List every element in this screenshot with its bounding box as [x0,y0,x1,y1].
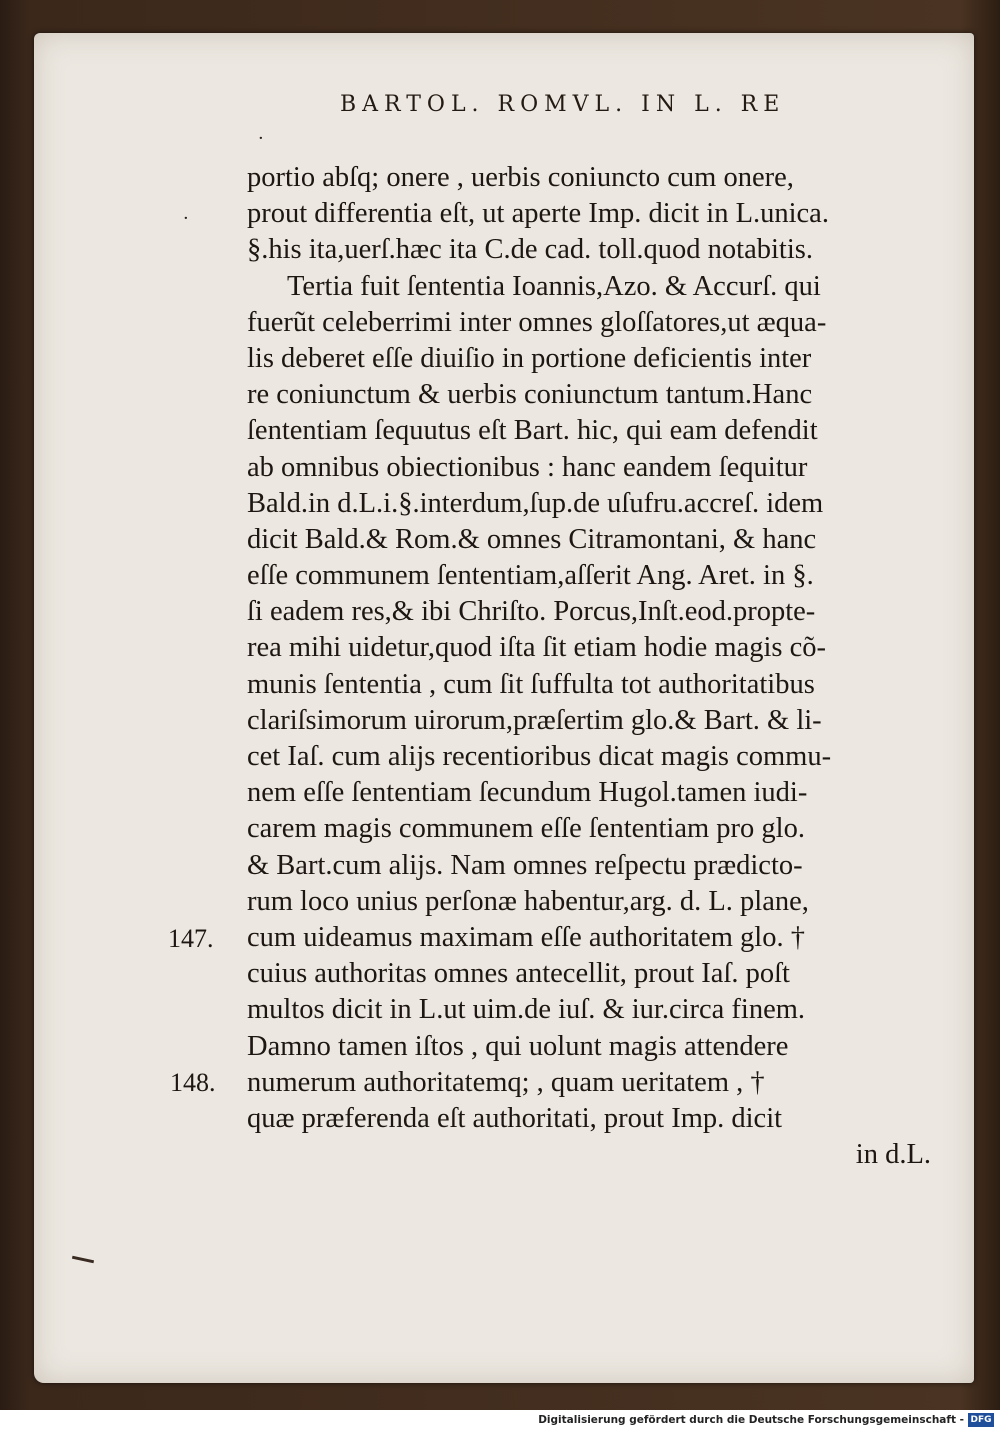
text-line: re coniunctum & uerbis coniunctum tantum.Hanc [247,379,813,411]
text-line: cet Iaſ. cum alijs recentioribus dicat magis commu- [247,741,832,772]
footer-credit: Digitalisierung gefördert durch die Deutsche Forschungsgemeinschaft - [538,1414,964,1426]
text-line: cum uideamus maximam eſſe authoritatem glo. † [247,921,805,953]
text-line: & Bart.cum alijs. Nam omnes reſpectu prædicto- [247,849,803,881]
text-line: munis ſententia , cum ſit ſuffulta tot authoritatibus [247,668,815,700]
page-mark: · [258,128,264,149]
text-line: nem eſſe ſententiam ſecundum Hugol.tamen iudi- [247,777,808,809]
text-line: ſententiam ſequutus eſt Bart. hic, qui eam defendit [247,415,818,447]
text-line: portio abſq; onere , uerbis coniuncto cum onere, [247,162,794,193]
text-line: Bald.in d.L.i.§.interdum,ſup.de uſufru.accreſ. idem [247,487,824,519]
text-line: §.his ita,uerſ.hæc ita C.de cad. toll.quod notabitis. [247,234,813,266]
text-line: numerum authoritatemq; , quam ueritatem , † [247,1066,765,1098]
text-line: rum loco unius perſonæ habentur,arg. d. L. plane, [247,885,809,917]
text-line: fuerũt celeberrimi inter omnes gloſſatores,ut æqua- [247,306,827,338]
text-line: lis deberet eſſe diuiſio in portione deficientis inter [247,342,812,374]
text-line: Tertia fuit ſententia Ioannis,Azo. & Accurſ. qui [287,270,821,302]
text-line: ſi eadem res,& ibi Chriſto. Porcus,Inſt.eod.propte- [247,596,816,628]
text-line: carem magis communem eſſe ſententiam pro glo. [247,813,805,845]
dfg-logo: DFG [968,1413,994,1427]
text-line: dicit Bald.& Rom.& omnes Citramontani, & hanc [247,523,817,555]
text-line: ab omnibus obiectionibus : hanc eandem ſequitur [247,451,808,483]
text-line: prout differentia eſt, ut aperte Imp. dicit in L.unica. [247,198,829,230]
footer-bar [0,1410,1000,1430]
margin-note-148: 148. [170,1068,216,1097]
text-line: Damno tamen iſtos , qui uolunt magis attendere [247,1030,789,1062]
text-line: cuius authoritas omnes antecellit, prout Iaſ. poſt [247,958,790,990]
margin-note-147: 147. [168,924,214,953]
text-line: quæ præferenda eſt authoritati, prout Imp. dicit [247,1102,783,1134]
main-text [247,160,937,1173]
text-line: multos dicit in L.ut uim.de iuſ. & iur.circa finem. [247,994,806,1026]
text-line: rea mihi uidetur,quod iſta ſit etiam hodie magis cõ- [247,632,827,664]
text-line: clariſsimorum uirorum,præſertim glo.& Bart. & li- [247,704,822,736]
page-mark: · [183,208,189,229]
text-line: eſſe communem ſententiam,aſſerit Ang. Aret. in §. [247,560,814,592]
text-line: in d.L. [855,1139,931,1171]
running-head: BARTOL. ROMVL. IN L. RE [340,92,786,117]
